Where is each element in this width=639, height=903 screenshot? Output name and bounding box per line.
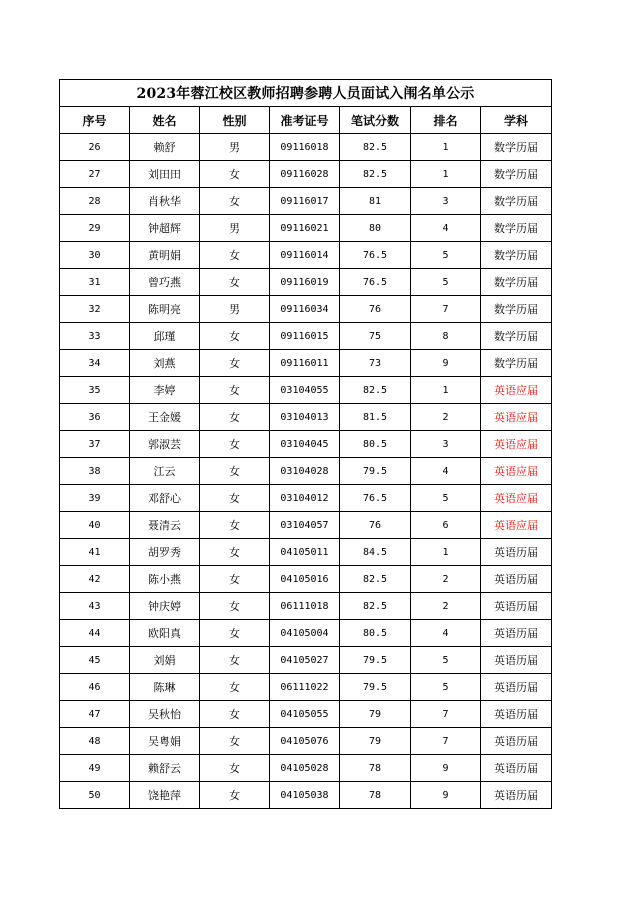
cell-rank: 3	[411, 188, 481, 215]
cell-subject: 英语应届	[481, 485, 552, 512]
cell-score: 80.5	[340, 431, 411, 458]
cell-score: 79	[340, 728, 411, 755]
table-row	[60, 269, 552, 296]
table-row	[60, 701, 552, 728]
cell-score: 79.5	[340, 458, 411, 485]
cell-name: 肖秋华	[130, 188, 200, 215]
cell-name: 陈琳	[130, 674, 200, 701]
cell-ticket: 09116034	[270, 296, 340, 323]
table-row	[60, 404, 552, 431]
cell-subject: 数学历届	[481, 188, 552, 215]
cell-name: 曾巧燕	[130, 269, 200, 296]
cell-seq: 31	[60, 269, 130, 296]
column-header-rank: 排名	[411, 107, 481, 134]
cell-seq: 46	[60, 674, 130, 701]
cell-name: 刘田田	[130, 161, 200, 188]
cell-seq: 27	[60, 161, 130, 188]
cell-name: 黄明娟	[130, 242, 200, 269]
cell-score: 82.5	[340, 161, 411, 188]
cell-score: 79.5	[340, 674, 411, 701]
cell-name: 欧阳真	[130, 620, 200, 647]
cell-rank: 6	[411, 512, 481, 539]
cell-ticket: 04105004	[270, 620, 340, 647]
table-row	[60, 296, 552, 323]
cell-name: 胡罗秀	[130, 539, 200, 566]
table-row	[60, 242, 552, 269]
cell-subject: 英语历届	[481, 728, 552, 755]
cell-gender: 女	[200, 512, 270, 539]
cell-seq: 35	[60, 377, 130, 404]
cell-ticket: 03104057	[270, 512, 340, 539]
cell-subject: 数学历届	[481, 350, 552, 377]
cell-subject: 数学历届	[481, 161, 552, 188]
cell-gender: 女	[200, 620, 270, 647]
cell-subject: 数学历届	[481, 269, 552, 296]
cell-gender: 女	[200, 593, 270, 620]
cell-score: 80.5	[340, 620, 411, 647]
cell-seq: 36	[60, 404, 130, 431]
cell-seq: 34	[60, 350, 130, 377]
cell-subject: 英语应届	[481, 512, 552, 539]
cell-gender: 女	[200, 485, 270, 512]
cell-rank: 9	[411, 755, 481, 782]
cell-seq: 39	[60, 485, 130, 512]
cell-subject: 英语应届	[481, 377, 552, 404]
cell-score: 78	[340, 755, 411, 782]
cell-rank: 4	[411, 458, 481, 485]
cell-ticket: 03104013	[270, 404, 340, 431]
cell-name: 刘燕	[130, 350, 200, 377]
cell-name: 陈小燕	[130, 566, 200, 593]
cell-name: 邱瑾	[130, 323, 200, 350]
cell-rank: 2	[411, 404, 481, 431]
cell-rank: 3	[411, 431, 481, 458]
cell-rank: 5	[411, 269, 481, 296]
cell-score: 84.5	[340, 539, 411, 566]
cell-ticket: 03104012	[270, 485, 340, 512]
table-row	[60, 485, 552, 512]
cell-seq: 33	[60, 323, 130, 350]
table-row	[60, 458, 552, 485]
cell-subject: 英语应届	[481, 404, 552, 431]
cell-ticket: 03104028	[270, 458, 340, 485]
table-row	[60, 539, 552, 566]
cell-gender: 女	[200, 728, 270, 755]
cell-name: 李婷	[130, 377, 200, 404]
cell-seq: 40	[60, 512, 130, 539]
cell-rank: 8	[411, 323, 481, 350]
table-row	[60, 674, 552, 701]
cell-ticket: 03104055	[270, 377, 340, 404]
cell-subject: 英语历届	[481, 647, 552, 674]
table-row	[60, 593, 552, 620]
cell-subject: 数学历届	[481, 296, 552, 323]
cell-gender: 女	[200, 782, 270, 809]
cell-rank: 7	[411, 728, 481, 755]
cell-seq: 49	[60, 755, 130, 782]
cell-name: 赖舒	[130, 134, 200, 161]
cell-score: 80	[340, 215, 411, 242]
cell-rank: 1	[411, 539, 481, 566]
table-row	[60, 782, 552, 809]
column-header-score: 笔试分数	[340, 107, 411, 134]
cell-gender: 女	[200, 377, 270, 404]
interview-list-table	[59, 79, 552, 809]
cell-gender: 女	[200, 188, 270, 215]
cell-subject: 英语历届	[481, 782, 552, 809]
cell-score: 76	[340, 512, 411, 539]
cell-score: 75	[340, 323, 411, 350]
cell-score: 82.5	[340, 593, 411, 620]
cell-name: 王金媛	[130, 404, 200, 431]
cell-gender: 女	[200, 404, 270, 431]
cell-ticket: 04105055	[270, 701, 340, 728]
cell-seq: 29	[60, 215, 130, 242]
cell-name: 饶艳萍	[130, 782, 200, 809]
cell-gender: 女	[200, 539, 270, 566]
cell-ticket: 04105027	[270, 647, 340, 674]
cell-seq: 32	[60, 296, 130, 323]
cell-subject: 英语历届	[481, 755, 552, 782]
cell-name: 刘娟	[130, 647, 200, 674]
cell-ticket: 06111022	[270, 674, 340, 701]
cell-subject: 英语历届	[481, 674, 552, 701]
cell-name: 吴秋怡	[130, 701, 200, 728]
cell-seq: 28	[60, 188, 130, 215]
table-row	[60, 512, 552, 539]
cell-subject: 英语应届	[481, 431, 552, 458]
cell-gender: 女	[200, 323, 270, 350]
cell-subject: 英语应届	[481, 458, 552, 485]
cell-ticket: 09116028	[270, 161, 340, 188]
cell-seq: 44	[60, 620, 130, 647]
cell-ticket: 04105076	[270, 728, 340, 755]
cell-score: 82.5	[340, 566, 411, 593]
table-row	[60, 431, 552, 458]
cell-ticket: 09116015	[270, 323, 340, 350]
column-header-name: 姓名	[130, 107, 200, 134]
document-title: 2023年蓉江校区教师招聘参聘人员面试入闱名单公示	[60, 80, 552, 107]
cell-name: 钟庆婷	[130, 593, 200, 620]
cell-name: 江云	[130, 458, 200, 485]
cell-score: 79.5	[340, 647, 411, 674]
cell-subject: 数学历届	[481, 215, 552, 242]
cell-gender: 女	[200, 431, 270, 458]
cell-seq: 48	[60, 728, 130, 755]
cell-gender: 女	[200, 674, 270, 701]
cell-gender: 女	[200, 647, 270, 674]
table-row	[60, 728, 552, 755]
cell-gender: 女	[200, 755, 270, 782]
cell-name: 陈明亮	[130, 296, 200, 323]
column-header-ticket: 准考证号	[270, 107, 340, 134]
cell-ticket: 09116017	[270, 188, 340, 215]
column-header-seq: 序号	[60, 107, 130, 134]
cell-score: 73	[340, 350, 411, 377]
cell-score: 79	[340, 701, 411, 728]
cell-rank: 1	[411, 134, 481, 161]
cell-rank: 5	[411, 647, 481, 674]
cell-rank: 4	[411, 215, 481, 242]
cell-rank: 5	[411, 485, 481, 512]
column-header-gender: 性别	[200, 107, 270, 134]
table-row	[60, 755, 552, 782]
cell-ticket: 04105016	[270, 566, 340, 593]
cell-seq: 26	[60, 134, 130, 161]
cell-rank: 4	[411, 620, 481, 647]
cell-ticket: 09116014	[270, 242, 340, 269]
cell-score: 76	[340, 296, 411, 323]
cell-ticket: 04105011	[270, 539, 340, 566]
table-body	[60, 134, 552, 809]
column-header-row	[60, 107, 552, 134]
cell-score: 81.5	[340, 404, 411, 431]
cell-rank: 1	[411, 377, 481, 404]
cell-name: 吴粤娟	[130, 728, 200, 755]
cell-rank: 5	[411, 674, 481, 701]
table-row	[60, 161, 552, 188]
cell-gender: 女	[200, 269, 270, 296]
cell-gender: 女	[200, 701, 270, 728]
cell-seq: 43	[60, 593, 130, 620]
cell-rank: 9	[411, 782, 481, 809]
table-row	[60, 566, 552, 593]
table-row	[60, 620, 552, 647]
cell-subject: 英语历届	[481, 620, 552, 647]
cell-ticket: 09116019	[270, 269, 340, 296]
cell-rank: 2	[411, 593, 481, 620]
table-row	[60, 134, 552, 161]
cell-ticket: 09116011	[270, 350, 340, 377]
cell-name: 聂清云	[130, 512, 200, 539]
table-row	[60, 188, 552, 215]
cell-ticket: 09116021	[270, 215, 340, 242]
cell-subject: 英语历届	[481, 593, 552, 620]
cell-ticket: 06111018	[270, 593, 340, 620]
cell-name: 郭淑芸	[130, 431, 200, 458]
cell-name: 赖舒云	[130, 755, 200, 782]
cell-score: 76.5	[340, 485, 411, 512]
cell-subject: 数学历届	[481, 323, 552, 350]
cell-rank: 7	[411, 296, 481, 323]
table-row	[60, 350, 552, 377]
cell-subject: 英语历届	[481, 539, 552, 566]
cell-rank: 7	[411, 701, 481, 728]
cell-ticket: 09116018	[270, 134, 340, 161]
cell-seq: 37	[60, 431, 130, 458]
cell-ticket: 03104045	[270, 431, 340, 458]
table-row	[60, 323, 552, 350]
cell-seq: 30	[60, 242, 130, 269]
cell-score: 76.5	[340, 242, 411, 269]
cell-seq: 42	[60, 566, 130, 593]
column-header-subject: 学科	[481, 107, 552, 134]
cell-gender: 女	[200, 242, 270, 269]
cell-subject: 数学历届	[481, 242, 552, 269]
table-row	[60, 377, 552, 404]
table-row	[60, 647, 552, 674]
cell-name: 邓舒心	[130, 485, 200, 512]
cell-subject: 英语历届	[481, 701, 552, 728]
cell-score: 78	[340, 782, 411, 809]
cell-gender: 女	[200, 161, 270, 188]
cell-rank: 5	[411, 242, 481, 269]
cell-gender: 男	[200, 134, 270, 161]
cell-rank: 2	[411, 566, 481, 593]
cell-gender: 男	[200, 215, 270, 242]
cell-score: 81	[340, 188, 411, 215]
cell-rank: 1	[411, 161, 481, 188]
cell-subject: 英语历届	[481, 566, 552, 593]
cell-gender: 女	[200, 350, 270, 377]
cell-gender: 女	[200, 458, 270, 485]
cell-gender: 女	[200, 566, 270, 593]
cell-seq: 41	[60, 539, 130, 566]
cell-ticket: 04105038	[270, 782, 340, 809]
cell-score: 82.5	[340, 377, 411, 404]
cell-seq: 45	[60, 647, 130, 674]
cell-seq: 50	[60, 782, 130, 809]
cell-name: 钟超辉	[130, 215, 200, 242]
table-row	[60, 215, 552, 242]
cell-score: 76.5	[340, 269, 411, 296]
cell-seq: 38	[60, 458, 130, 485]
cell-gender: 男	[200, 296, 270, 323]
title-row	[60, 80, 552, 107]
cell-rank: 9	[411, 350, 481, 377]
cell-subject: 数学历届	[481, 134, 552, 161]
cell-ticket: 04105028	[270, 755, 340, 782]
cell-score: 82.5	[340, 134, 411, 161]
cell-seq: 47	[60, 701, 130, 728]
